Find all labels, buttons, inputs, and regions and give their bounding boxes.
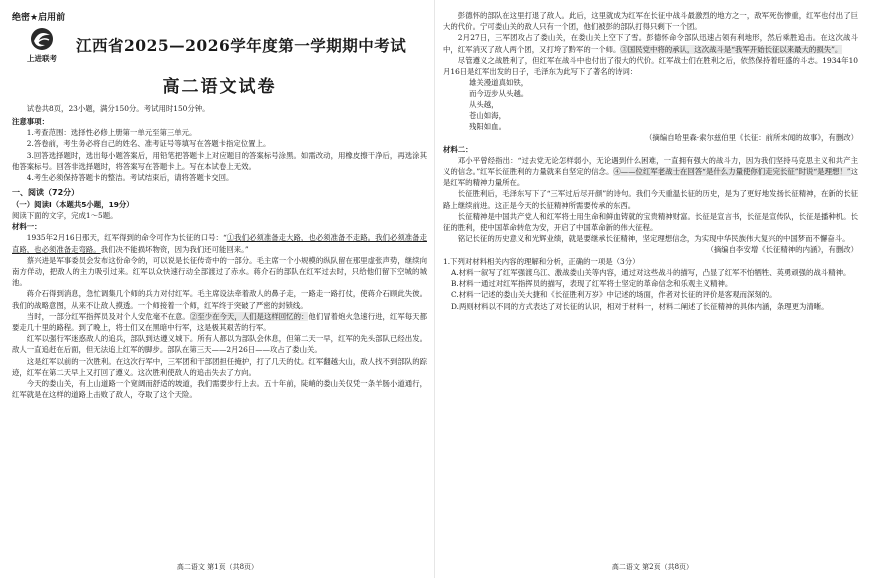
poem-line: 残阳如血。 xyxy=(469,122,506,132)
source-note: （摘编自哈里森·索尔兹伯里《长征：前所未闻的故事》，有删改） xyxy=(645,133,858,143)
source-note: （摘编自李安增《长征精神的内涵》，有删改） xyxy=(706,245,858,255)
option-d: D.两则材料以不同的方式表达了对长征的认识，相对于材料一，材料二阐述了长征精神的具体内涵，条理更为清晰。 xyxy=(451,301,829,311)
paragraph: 2月27日，三军团攻占了娄山关，在娄山关上空下了雪。彭德怀命令部队迅速占领有利地形，然后乘胜追击。在这次战斗中，红军消灭了敌人两个团，又打垮了黔军的一个师。③国民党中将的承认，这次战斗是“我军开始长征以来最大的损失”。 xyxy=(443,33,858,54)
paragraph: 彭德怀的部队在这里打退了敌人。此后，这里就成为红军在长征中战斗最激烈的地方之一，敌军死伤惨重，红军也付出了巨大的代价。宁可娄山关的敌人只有一个团，他们被彭的部队打得只剩下一个团。 xyxy=(443,11,858,32)
publisher-logo xyxy=(12,26,72,64)
notes-title: 注意事项： xyxy=(12,117,49,127)
shaded-sentence: ②至少在今天，人们是这样回忆的： xyxy=(189,311,309,321)
paragraph: 蔡兴进是军事委员会发布这份命令的，可以说是长征传奇中的一部分。毛主席一个小规模的纵队留在那里虚张声势，继续向南方佯动，把敌人的主力吸引过来。红军以众快速行动全部渡过了赤水。蒋介石的部队在红军过去时，只给他们留下空城的城池。 xyxy=(12,255,427,288)
paragraph: 1935年2月16日那天，红军得到的命令可作为长征的口号：“①我们必须准备走大路，也必须准备不走路。我们必须准备走直路，也必须准备走弯路。我们决不能损坏物资，因为我们还可能回来。” xyxy=(12,233,427,254)
paragraph: 铭记长征的历史意义和光辉业绩，就是要继承长征精神，坚定理想信念，为实现中华民族伟大复兴的中国梦而不懈奋斗。 xyxy=(457,234,850,244)
shaded-sentence: ④——位红军老战士在回答“是什么力量使你们走完长征”时说“是理想！” xyxy=(613,166,851,176)
paragraph: 邓小平曾经指出：“过去党无论怎样弱小，无论遇到什么困难，一直拥有强大的战斗力，因为我们坚持马克思主义和共产主义的信念。”红军长征胜利的力量就来自坚定的信念。④——位红军老战士在回答“是什么力量使你们走完长征”时说“是理想！”这是红军的精神力量所在。 xyxy=(443,155,858,188)
paragraph: 今天的娄山关，有上山道路一个宽阔而舒适的坡道，我们需要步行上去。五十年前，陡峭的娄山关仅凭一条羊肠小道通行，红军就是在这样的道路上击败了敌人，夺取了这个天险。 xyxy=(12,379,427,400)
page-footer: 高二语文 第1页（共8页） xyxy=(176,563,259,571)
paragraph: 长征精神是中国共产党人和红军将士用生命和鲜血铸就的宝贵精神财富。长征是宣言书，长征是宣传队，长征是播种机。长征的胜利，使中国革命转危为安，开启了中国革命新的伟大征程。 xyxy=(443,211,858,232)
section-title: 一、阅读（72分） xyxy=(12,188,80,198)
option-b: B.材料一通过对红军指挥员的描写，表现了红军将士坚定的革命信念和乐观主义精神。 xyxy=(451,279,733,289)
material1-label: 材料一： xyxy=(12,222,42,232)
paragraph: 长征胜利后，毛泽东写下了“三军过后尽开颜”的诗句。我们今天重温长征的历史，是为了更好地发扬长征精神，在新的长征路上继续前进。这正是今天的长征精神所需要传承的东西。 xyxy=(443,189,858,210)
page-footer: 高二语文 第2页（共8页） xyxy=(611,563,694,571)
paragraph: 当时，一部分红军指挥员及对个人安危毫不在意。②至少在今天，人们是这样回忆的：他们冒着炮火急速行进，红军每天都要走几十里的路程。到了晚上，将士们又在黑暗中行军，这是极其艰苦的行军。 xyxy=(12,311,427,333)
option-c: C.材料一记述的娄山关大捷和《长征胜利万岁》中记述的场面，作者对长征的评价是客观而深刻的。 xyxy=(451,290,777,300)
material2-label: 材料二： xyxy=(443,144,473,154)
shaded-sentence: ③国民党中将的承认，这次战斗是“我军开始长征以来最大的损失”。 xyxy=(620,44,843,54)
paragraph: 红军以强行军迷惑敌人的追兵，部队到达遵义城下。所有人都以为部队会休息，但第二天一早，红军的先头部队已经出发。敌人一直追赶在后面，但无法追上红军的脚步。部队在第三天——2月26日——攻占了娄山关。 xyxy=(12,334,427,355)
poem-line: 而今迈步从头越。 xyxy=(469,89,529,99)
poem xyxy=(443,77,858,132)
paragraph: 这是红军以前的一次胜利。在这次行军中，三军团和干部团担任掩护，打了几天的仗。红军翻越大山，敌人找不到部队的踪迹，红军在第二天早上又打回了遵义。这次胜利使敌人的追击失去了方向。 xyxy=(12,356,427,377)
logo-text: 上进联考 xyxy=(27,54,57,63)
note-1: 1.考查范围：选择性必修上册第一单元至第三单元。 xyxy=(26,128,197,138)
exam-header xyxy=(12,26,427,64)
reading-instruction: 阅读下面的文字，完成1～5题。 xyxy=(12,211,118,221)
paragraph: 尽管遵义之战胜利了，但红军在战斗中也付出了很大的代价。红军战士们在胜利之后，依然保持着旺盛的斗志。1934年10月16日是红军出发的日子，毛泽东为此写下了著名的诗词： xyxy=(443,55,858,77)
swirl-logo-icon xyxy=(25,26,59,52)
note-4: 4.考生必须保持答题卡的整洁。考试结束后，请将答题卡交回。 xyxy=(26,173,234,183)
paragraph: 蒋介石得到消息，急忙调集几个师的兵力对付红军。毛主席设法牵着敌人的鼻子走，一路走一路打仗，使蒋介石顾此失彼。我们的战略意图，从来不让敌人摸透。一个师接着一个师，红军终于突破了严密的封锁线。 xyxy=(12,289,427,310)
poem-line: 苍山如海， xyxy=(469,111,506,121)
exam-intro: 试卷共8页，23小题，满分150分。考试用时150分钟。 xyxy=(26,104,210,113)
note-2: 2.答卷前，考生务必将自己的姓名、准考证号等填写在答题卡指定位置上。 xyxy=(26,139,271,149)
secret-label: 绝密★启用前 xyxy=(12,13,66,23)
page-right xyxy=(435,0,870,578)
subject-title: 高二语文试卷 xyxy=(162,77,277,97)
exam-title: 江西省2025—2026学年度第一学期期中考试 xyxy=(76,36,407,55)
question-stem: 1.下列对材料相关内容的理解和分析，正确的一项是（3分） xyxy=(443,256,640,266)
part-title: （一）阅读Ⅰ（本题共5小题，19分） xyxy=(12,200,134,210)
note-3: 3.回答选择题时，选出每小题答案后，用铅笔把答题卡上对应题目的答案标号涂黑。如需改动，用橡皮擦干净后，再选涂其他答案标号。回答非选择题时，将答案写在答题卡上。写在本试卷上无效。 xyxy=(12,150,427,171)
poem-line: 雄关漫道真如铁， xyxy=(469,78,529,88)
underlined-sentence: ①我们必须准备走大路，也必须准备不走路。我们必须准备走直路，也必须准备走弯路。 xyxy=(12,233,427,254)
poem-line: 从头越， xyxy=(469,100,499,110)
option-a: A.材料一叙写了红军强渡乌江、激战娄山关等内容，通过对这些战斗的描写，凸显了红军不怕牺牲、英勇顽强的战斗精神。 xyxy=(451,268,851,278)
